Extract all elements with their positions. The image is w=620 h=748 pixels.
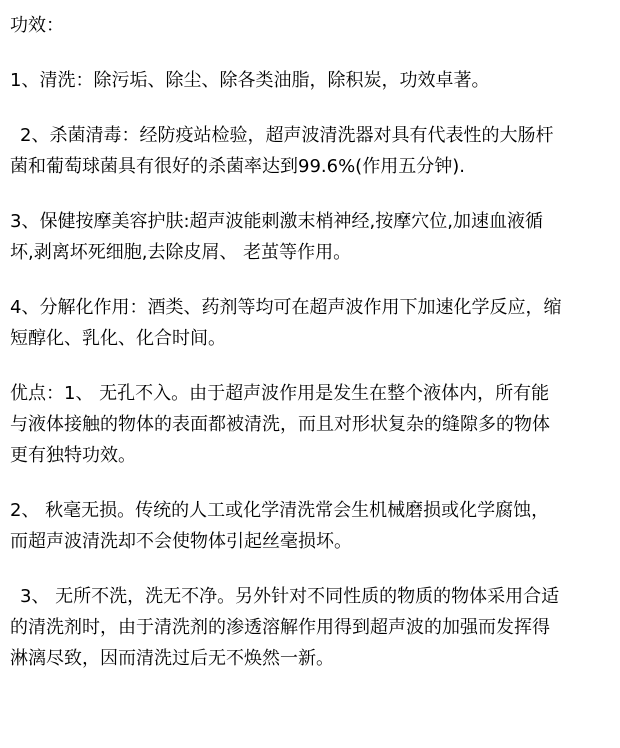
paragraph-line: 淋漓尽致，因而清洗过后无不焕然一新。 [10,648,334,669]
paragraph-gap [10,471,616,495]
section-heading: 功效： [10,15,64,36]
paragraph-gap [10,354,616,378]
paragraph-line: 而超声波清洗却不会使物体引起丝毫损坏。 [10,531,352,552]
advantage-thorough [10,581,616,612]
advantage-thorough-cont [10,612,616,674]
paragraph-line: 更有独特功效。 [10,445,136,466]
paragraph-line: 短醇化、乳化、化合时间。 [10,328,226,349]
paragraph-line: 优点：1、 无孔不入。由于超声波作用是发生在整个液体内，所有能 [10,383,550,404]
paragraph-line: 的清洗剂时，由于清洗剂的渗透溶解作用得到超声波的加强而发挥得 [10,617,550,638]
effect-sterilization-cont [10,151,616,182]
effect-decomposition [10,292,616,354]
advantage-penetrating [10,378,616,471]
paragraph-line: 3、 无所不洗，洗无不净。另外针对不同性质的物质的物体采用合适 [20,586,560,607]
paragraph-gap [10,41,616,65]
effect-sterilization [10,120,616,151]
paragraph-line: 2、杀菌清毒：经防疫站检验，超声波清洗器对具有代表性的大肠杆 [20,125,554,146]
paragraph-line: 3、保健按摩美容护肤:超声波能刺激末梢神经,按摩穴位,加速血液循 [10,211,543,232]
advantage-no-damage [10,495,616,557]
paragraph-line: 4、分解化作用：酒类、药剂等均可在超声波作用下加速化学反应，缩 [10,297,562,318]
paragraph-line: 坏,剥离坏死细胞,去除皮屑、 老茧等作用。 [10,242,352,263]
effect-cleaning [10,65,616,96]
paragraph-line: 2、 秋毫无损。传统的人工或化学清洗常会生机械磨损或化学腐蚀， [10,500,550,521]
paragraph-line: 1、清洗：除污垢、除尘、除各类油脂，除积炭，功效卓著。 [10,70,490,91]
paragraph-line: 与液体接触的物体的表面都被清洗，而且对形状复杂的缝隙多的物体 [10,414,550,435]
paragraph-gap [10,96,616,120]
paragraph-line: 菌和葡萄球菌具有很好的杀菌率达到99.6%(作用五分钟). [10,156,465,177]
paragraph-gap [10,557,616,581]
paragraph-gap [10,182,616,206]
paragraph-gap [10,268,616,292]
document-body [10,10,616,674]
effect-massage [10,206,616,268]
